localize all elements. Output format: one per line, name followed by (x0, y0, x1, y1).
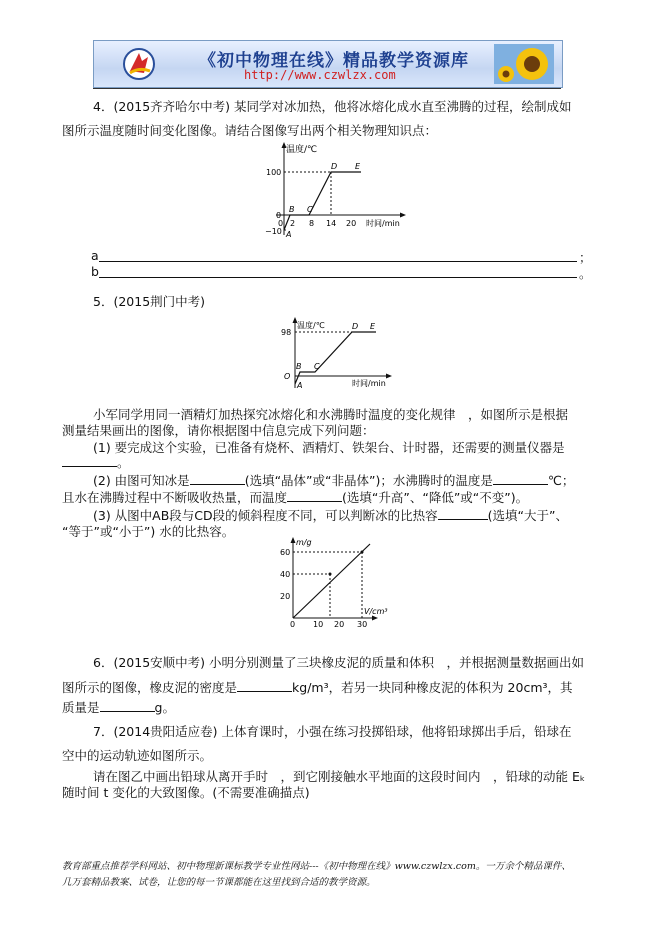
banner-url: http://www.czwlzx.com (244, 68, 396, 82)
q4-xtick-0: 0 (278, 219, 284, 228)
q4-point-c: C (307, 205, 313, 214)
q5-sub2-part3: ℃； (547, 473, 575, 488)
q4-temperature-graph (262, 140, 412, 242)
q5-header: 5．(2015荆门中考) (93, 294, 206, 309)
q6-ytick-20: 20 (280, 592, 291, 601)
q4-answer-b-end: 。 (579, 266, 592, 281)
q4-xtick-2: 2 (290, 219, 296, 228)
q5-intro-line2: 测量结果画出的图像，请你根据图中信息完成下列问题： (62, 423, 375, 438)
q6-line1: 6．(2015安顺中考) 小明分别测量了三块橡皮泥的质量和体积 ，并根据测量数据画出如 (93, 655, 584, 670)
footer-line1: 教育部重点推荐学科网站、初中物理新课标教学专业性网站---《初中物理在线》www.czwlzx.com。一万余个精品课件、 (62, 861, 571, 872)
q5-point-b: B (296, 362, 302, 371)
q4-ytick-0: 0 (276, 211, 282, 220)
q5-sub1-blank[interactable] (62, 454, 117, 467)
q5-point-a: A (297, 381, 303, 390)
q4-point-d: D (331, 162, 338, 171)
q4-xtick-14: 14 (326, 219, 337, 228)
q5-xlabel: 时间/min (352, 379, 386, 388)
q6-xlabel: V/cm³ (364, 607, 388, 616)
q4-text-line2: 图所示温度随时间变化图像。请结合图像写出两个相关物理知识点： (62, 123, 438, 138)
q5-sub1-answer (62, 453, 130, 471)
q6-ylabel: m/g (296, 538, 312, 547)
q5-sub2-line1 (93, 471, 574, 489)
q5-ytick-98: 98 (281, 328, 292, 337)
q6-line2a: 图所示的图像，橡皮泥的密度是 (62, 680, 238, 695)
q5-sub1-line1: (1) 要完成这个实验，已准备有烧杯、酒精灯、铁架台、计时器，还需要的测量仪器是 (93, 440, 565, 455)
q4-xtick-8: 8 (309, 219, 315, 228)
q5-sub2-blank2[interactable] (493, 472, 548, 485)
q5-sub2-blank3[interactable] (287, 489, 342, 502)
q5-sub2-line2a: 且水在沸腾过程中不断吸收热量，而温度 (62, 490, 288, 505)
q5-point-e: E (370, 322, 376, 331)
q6-line2b: kg/m³，若另一块同种橡皮泥的体积为 20cm³，其 (292, 680, 573, 695)
site-banner (93, 40, 563, 88)
q5-sub2-blank1[interactable] (190, 472, 245, 485)
q4-point-a: A (286, 230, 292, 239)
q6-mass-blank[interactable] (100, 699, 155, 712)
q5-sub2-line2b: (选填“升高”、“降低”或“不变”)。 (342, 490, 529, 505)
q6-line3a: 质量是 (62, 700, 100, 715)
q4-xtick-20: 20 (346, 219, 357, 228)
q4-point-e: E (355, 162, 361, 171)
q6-line3 (62, 698, 175, 716)
q7-line3: 请在图乙中画出铅球从离开手时 ，到它刚接触水平地面的这段时间内 ，铅球的动能 Eₖ (93, 769, 586, 784)
q5-point-c: C (314, 362, 320, 371)
q5-sub3-part2: (选填“大于”、 (487, 508, 569, 523)
footer-line2: 几万套精品教案、试卷，让您的每一节课都能在这里找到合适的教学资源。 (62, 877, 376, 888)
q4-xlabel: 时间/min (366, 219, 400, 228)
q6-line2 (62, 678, 573, 696)
q5-origin: O (284, 372, 291, 381)
q5-sub2-line2 (62, 488, 528, 506)
sunflower-icon (494, 44, 554, 84)
q5-sub2-part1: (2) 由图可知冰是 (93, 473, 190, 488)
q7-line2: 空中的运动轨迹如图所示。 (62, 748, 213, 763)
q5-sub3-part1: (3) 从图中AB段与CD段的倾斜程度不同，可以判断冰的比热容 (93, 508, 438, 523)
site-logo-icon (122, 47, 156, 81)
q7-line4: 随时间 t 变化的大致图像。(不需要准确描点) (62, 785, 310, 800)
q4-text-line1: 4．(2015齐齐哈尔中考) 某同学对冰加热，他将冰熔化成水直至沸腾的过程，绘制成如 (93, 99, 572, 114)
q5-sub1-end: 。 (117, 455, 130, 470)
q6-line3b: g。 (154, 700, 175, 715)
q4-point-b: B (289, 205, 295, 214)
q6-xtick-20: 20 (334, 620, 345, 628)
q5-intro-line1: 小军同学用同一酒精灯加热探究冰熔化和水沸腾时温度的变化规律 ，如图所示是根据 (93, 407, 569, 422)
q6-mass-volume-graph (278, 536, 388, 628)
q5-sub3-line2: “等于”或“小于”) 水的比热容。 (62, 524, 235, 539)
q5-sub2-part2: (选填“晶体”或“非晶体”)；水沸腾时的温度是 (244, 473, 493, 488)
q4-ytick-neg10: −10 (265, 227, 282, 236)
q5-point-d: D (352, 322, 359, 331)
page-footer (62, 859, 622, 891)
q4-answer-a-label: a (91, 248, 99, 263)
q4-ylabel: 温度/℃ (286, 145, 318, 155)
q5-temperature-graph (280, 316, 400, 391)
q4-answer-a-line[interactable] (99, 261, 577, 262)
q6-ytick-40: 40 (280, 570, 291, 579)
q6-xtick-10: 10 (313, 620, 324, 628)
header-rule (93, 88, 561, 89)
q5-ylabel: 温度/℃ (297, 321, 325, 330)
q4-answer-b-label: b (91, 264, 99, 279)
q6-xtick-0: 0 (290, 620, 296, 628)
q6-density-blank[interactable] (237, 679, 292, 692)
q6-ytick-60: 60 (280, 548, 291, 557)
q4-answer-b-line[interactable] (99, 277, 577, 278)
q4-answer-a-end: ； (579, 250, 592, 265)
q7-line1: 7．(2014贵阳适应卷) 上体育课时，小强在练习投掷铅球，他将铅球掷出手后，铅球在 (93, 724, 572, 739)
q6-xtick-30: 30 (357, 620, 368, 628)
banner-title: 《初中物理在线》精品教学资源库 (199, 51, 469, 71)
q4-ytick-100: 100 (266, 168, 282, 177)
q5-sub3-blank[interactable] (438, 507, 488, 520)
